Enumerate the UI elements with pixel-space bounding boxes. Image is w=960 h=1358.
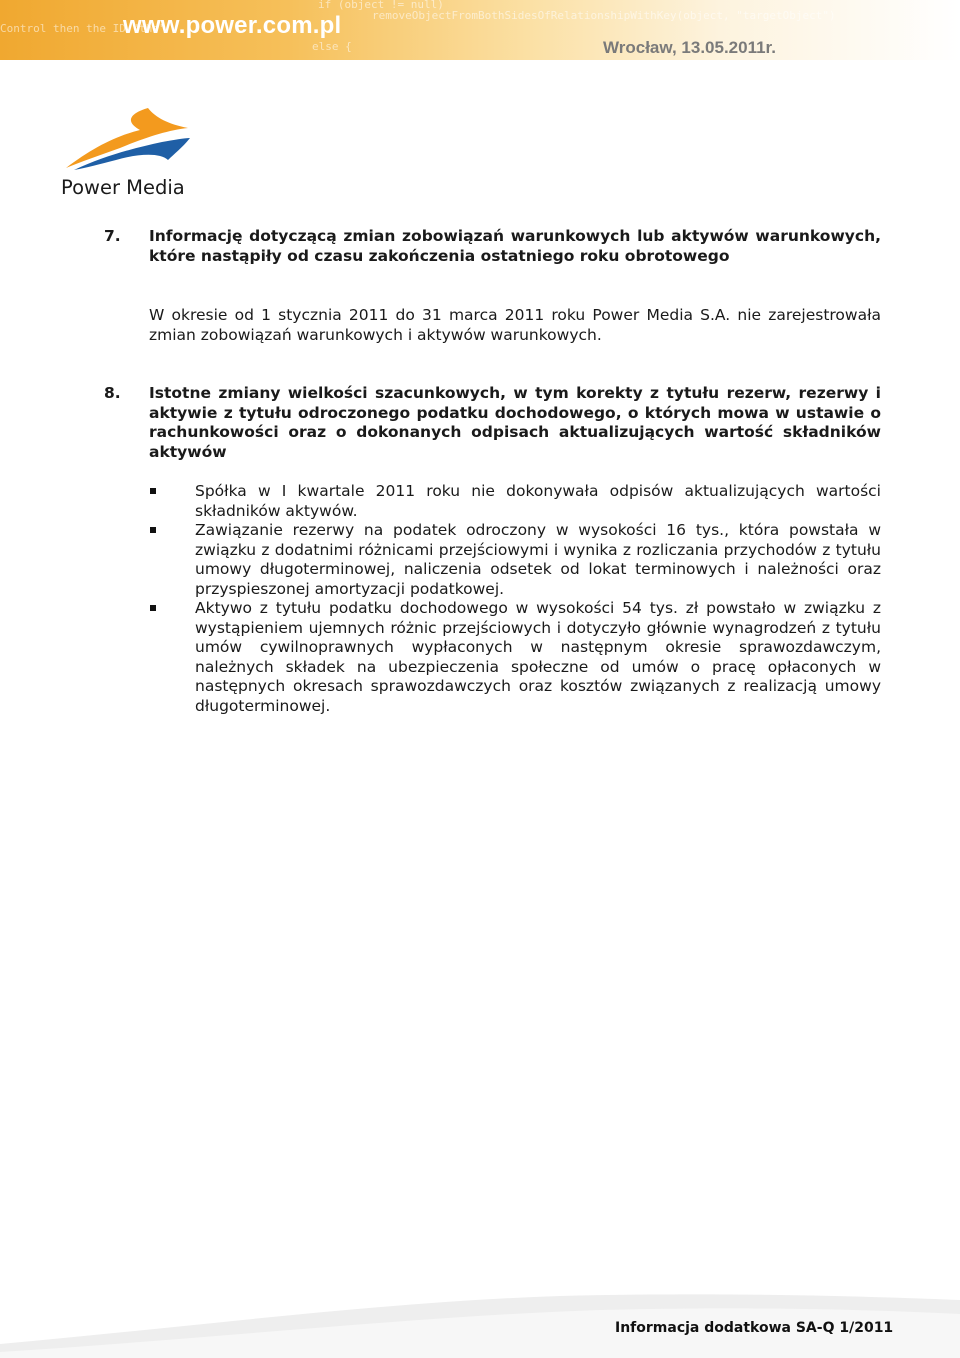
section-7-body: W okresie od 1 stycznia 2011 do 31 marca 2011 roku Power Media S.A. nie zarejestrowała zmian zobowiązań warunkowych i aktywów warunkowych. [149,306,881,344]
decorative-code-text: removeObjectFromBothSidesOfRelationshipWithKey(object, "targetObject") [372,9,836,22]
power-media-logo [58,108,198,203]
footer-text: Informacja dodatkowa SA-Q 1/2011 [615,1320,894,1336]
site-url: www.power.com.pl [123,12,342,39]
list-item: Zawiązanie rezerwy na podatek odroczony w wysokości 16 tys., która powstała w związku z dodatnimi różnicami przejściowymi i wynika z rozliczania przychodów z tytułu umowy długoterminowej, naliczenia odsetek od lokat terminowych i należności oraz przyspieszonej amortyzacji podatkowej. [195,521,881,598]
section-8-heading: Istotne zmiany wielkości szacunkowych, w tym korekty z tytułu rezerw, rezerwy i aktywie z tytułu odroczonego podatku dochodowego, o których mowa w ustawie o rachunkowości oraz o dokonanych odpisach aktualizujących wartość składników aktywów [149,384,881,461]
logo-mark-icon [64,108,192,170]
logo-text: Power Media [61,176,185,199]
list-item: Aktywo z tytułu podatku dochodowego w wysokości 54 tys. zł powstało w związku z wystąpieniem ujemnych różnic przejściowych i dotyczyło głównie wynagrodzeń z tytułu umów cywilnoprawnych wypłaconych w następnym okresie sprawozdawczym, należnych składek na ubezpieczenia społeczne od umów o pracę opłaconych w następnych okresach sprawozdawczych oraz kosztów związanych z realizacją umowy długoterminowej. [195,599,881,715]
section-7-number: 7. [104,227,121,245]
decorative-code-text: else { [312,40,352,53]
header-band [0,0,960,60]
bullet-icon [150,605,156,611]
bullet-icon [150,488,156,494]
document-date: Wrocław, 13.05.2011r. [603,38,776,57]
section-7-heading: Informację dotyczącą zmian zobowiązań warunkowych lub aktywów warunkowych, które nastąpiły od czasu zakończenia ostatniego roku obrotowego [149,227,881,265]
decorative-code-text: Control then the ID "ths" [0,22,166,35]
bullet-icon [150,527,156,533]
decorative-code-text: if (object != null) [318,0,444,11]
list-item: Spółka w I kwartale 2011 roku nie dokonywała odpisów aktualizujących wartości składników aktywów. [195,482,881,520]
section-8-number: 8. [104,384,121,402]
